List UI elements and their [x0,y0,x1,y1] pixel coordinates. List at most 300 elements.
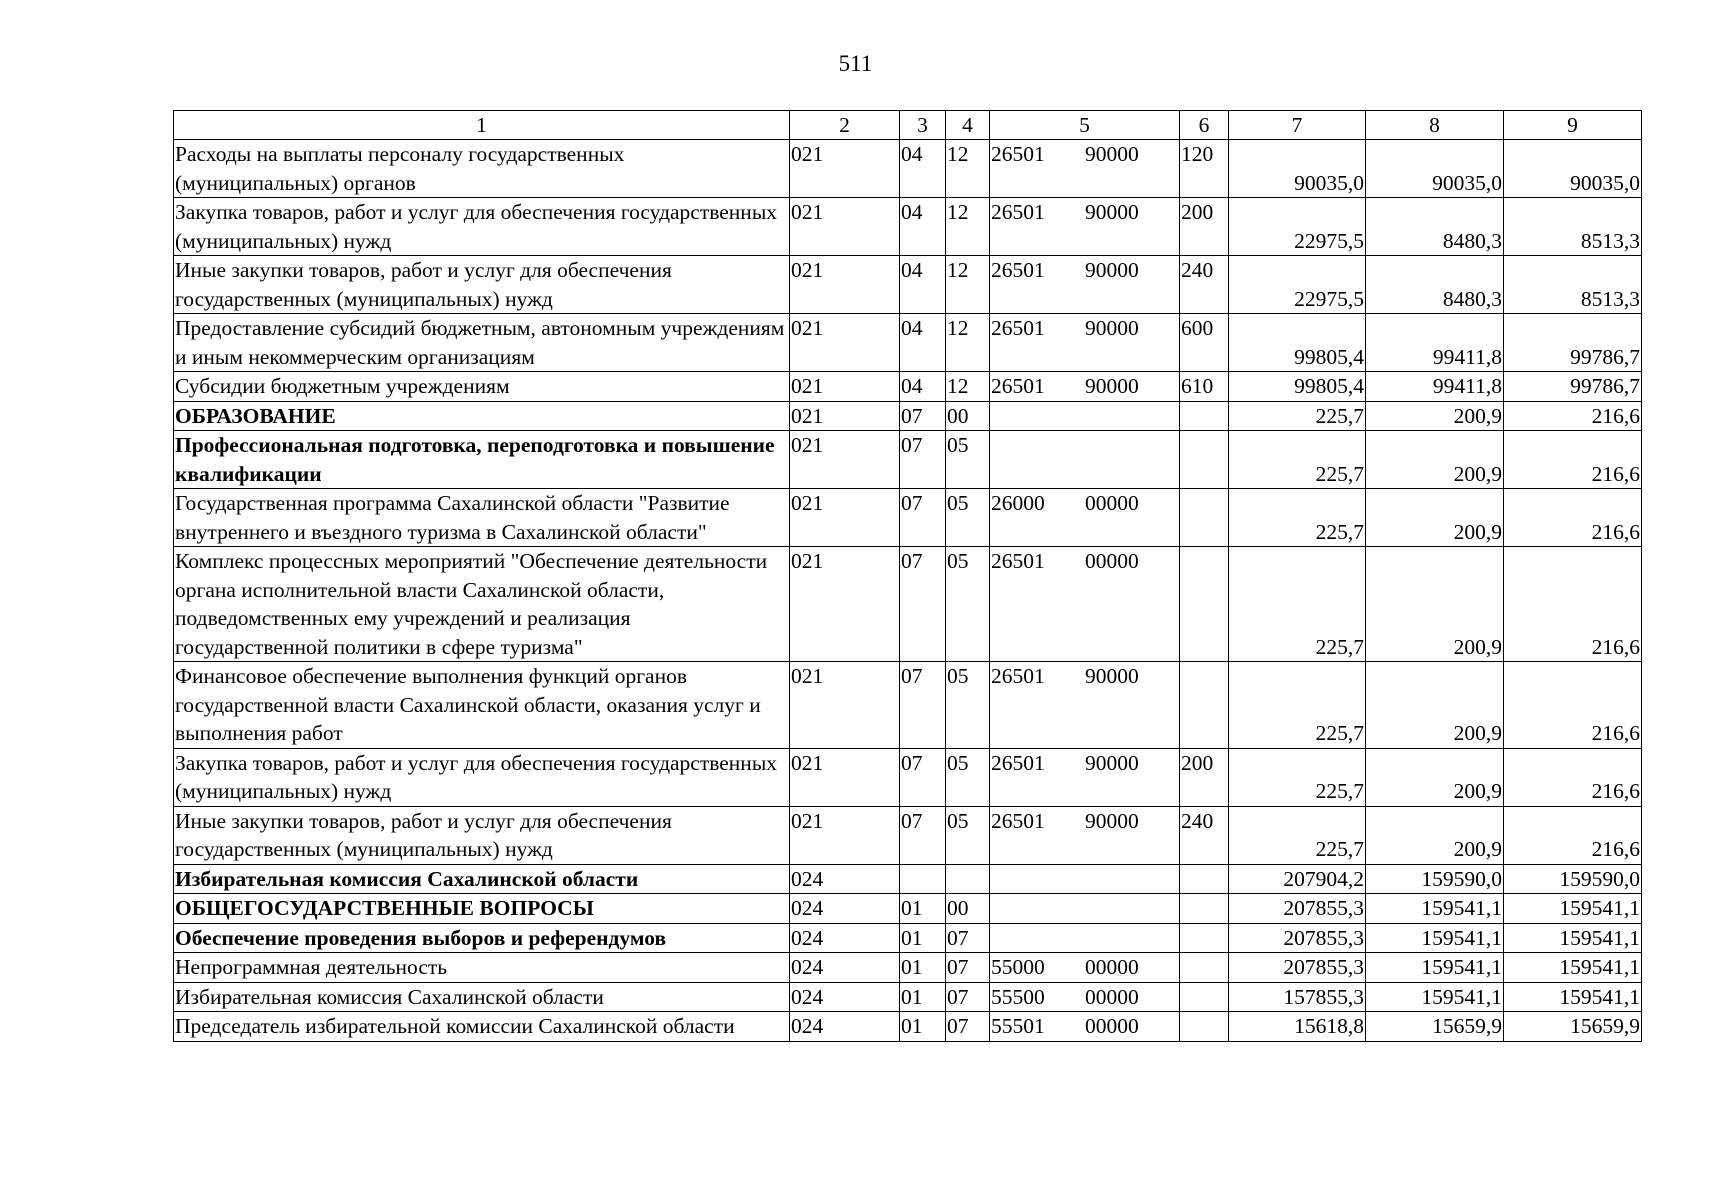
row-col-9-text: 15659,9 [1570,1014,1640,1038]
row-col-5-part-1: 26000 [991,491,1045,515]
row-col-9 [1504,140,1642,198]
row-col-3 [900,401,946,431]
row-col-8 [1366,489,1504,547]
row-name [174,953,790,983]
row-col-7 [1229,140,1366,198]
row-name-text: Непрограммная деятельность [175,955,448,979]
row-col-9 [1504,431,1642,489]
row-col-2 [790,372,900,402]
row-name [174,662,790,749]
row-col-3 [900,894,946,924]
row-col-2-text: 021 [791,664,824,688]
row-col-2 [790,1012,900,1042]
row-col-4 [946,489,990,547]
row-col-7 [1229,431,1366,489]
row-col-9-text: 216,6 [1591,779,1640,803]
row-col-7 [1229,401,1366,431]
row-col-3-text: 01 [901,955,923,979]
row-name [174,198,790,256]
row-col-9 [1504,982,1642,1012]
table-row [174,314,1642,372]
row-col-3-text: 04 [901,316,923,340]
row-col-4-text: 05 [947,549,969,573]
row-col-9-text: 216,6 [1591,721,1640,745]
row-col-2 [790,256,900,314]
row-name [174,256,790,314]
row-col-3-text: 07 [901,491,923,515]
row-col-9-text: 99786,7 [1570,374,1640,398]
row-col-9-text: 8513,3 [1580,286,1640,311]
row-col-9-text: 90035,0 [1570,170,1640,195]
row-name-text: Профессиональная подготовка, переподготовка и повышение квалификации [175,433,775,486]
row-col-5-part-1: 26501 [991,200,1045,224]
row-col-5-part-1: 26501 [991,808,1045,833]
header-row [174,111,1642,140]
row-col-8-text: 200,9 [1453,403,1502,428]
row-col-3-text: 04 [901,258,923,282]
row-col-2-text: 024 [791,955,824,979]
row-col-9 [1504,314,1642,372]
row-col-4 [946,198,990,256]
row-col-9 [1504,372,1642,402]
row-name [174,489,790,547]
row-col-7 [1229,256,1366,314]
row-col-3 [900,314,946,372]
row-col-2-text: 021 [791,433,824,457]
row-col-3 [900,864,946,894]
row-name [174,140,790,198]
row-col-6-text: 200 [1181,750,1214,775]
row-col-2-text: 024 [791,1014,824,1038]
row-col-4 [946,894,990,924]
row-col-5 [990,864,1180,894]
row-name [174,806,790,864]
column-header-2: 2 [790,111,900,140]
row-col-8-text: 8480,3 [1442,286,1502,311]
table-row [174,662,1642,749]
row-name-text: Председатель избирательной комиссии Сахалинской области [175,1014,735,1038]
row-col-4 [946,1012,990,1042]
row-col-7-text: 225,7 [1315,837,1364,861]
row-col-6 [1180,982,1229,1012]
row-col-2-text: 021 [791,316,824,340]
row-col-8 [1366,372,1504,402]
table-row [174,140,1642,198]
row-col-5-part-2: 90000 [1085,750,1139,775]
row-col-6 [1180,372,1229,402]
row-col-9 [1504,489,1642,547]
row-col-5-part-1: 26501 [991,258,1045,282]
table-row [174,806,1642,864]
row-col-2 [790,923,900,953]
table-row [174,894,1642,924]
row-col-9 [1504,894,1642,924]
row-col-4-text: 05 [947,750,969,775]
row-col-2 [790,894,900,924]
row-col-6 [1180,894,1229,924]
row-col-2-text: 024 [791,925,824,950]
row-col-9-text: 216,6 [1591,519,1640,544]
row-col-3 [900,982,946,1012]
table-row [174,748,1642,806]
row-col-3 [900,256,946,314]
row-col-5 [990,489,1180,547]
row-col-2 [790,806,900,864]
row-col-7 [1229,953,1366,983]
row-col-9-text: 216,6 [1591,403,1640,428]
row-col-4 [946,806,990,864]
row-col-4-text: 05 [947,491,969,515]
row-col-2 [790,982,900,1012]
row-col-3-text: 07 [901,664,923,688]
row-col-8-text: 159541,1 [1421,955,1502,979]
row-col-7-text: 22975,5 [1294,228,1364,253]
row-col-9 [1504,864,1642,894]
row-col-8 [1366,953,1504,983]
row-col-8 [1366,982,1504,1012]
table-body [174,140,1642,1042]
row-col-3-text: 07 [901,433,923,457]
row-col-5-part-2: 00000 [1085,549,1139,573]
row-col-7 [1229,314,1366,372]
row-name-text: Закупка товаров, работ и услуг для обеспечения государственных (муниципальных) нужд [175,200,778,253]
row-col-6 [1180,314,1229,372]
row-col-7 [1229,1012,1366,1042]
row-col-3 [900,662,946,749]
row-col-8-text: 159590,0 [1421,866,1502,891]
row-col-4 [946,982,990,1012]
row-name-text: ОБЩЕГОСУДАРСТВЕННЫЕ ВОПРОСЫ [175,896,594,920]
row-col-2-text: 021 [791,491,824,515]
row-name-text: Государственная программа Сахалинской области "Развитие внутреннего и въездного туризма в Сахалинской области" [175,491,730,544]
row-col-3-text: 04 [901,142,923,166]
row-col-3 [900,547,946,662]
row-col-8-text: 8480,3 [1442,228,1502,253]
row-col-4-text: 05 [947,808,969,833]
row-col-3-text: 07 [901,750,923,775]
row-col-7-text: 207855,3 [1283,925,1364,950]
row-col-3-text: 07 [901,403,923,428]
row-name [174,372,790,402]
row-col-3 [900,1012,946,1042]
row-name-text: Комплекс процессных мероприятий "Обеспечение деятельности органа исполнительной власти Сахалинской области, подведомственных ему учреждений и реализация государственной политики в сфере туризма" [175,549,768,659]
row-col-8 [1366,923,1504,953]
row-col-2-text: 021 [791,549,824,573]
row-col-7 [1229,982,1366,1012]
row-name [174,864,790,894]
row-col-3-text: 07 [901,808,923,833]
row-col-5-part-2: 90000 [1085,200,1139,224]
row-col-2 [790,198,900,256]
row-col-7-text: 99805,4 [1294,344,1364,369]
row-col-4-text: 05 [947,433,969,457]
row-col-3 [900,372,946,402]
row-col-3 [900,953,946,983]
row-col-6-text: 610 [1181,374,1214,398]
row-col-6 [1180,953,1229,983]
row-col-6 [1180,923,1229,953]
row-col-2 [790,748,900,806]
row-col-8-text: 99411,8 [1432,374,1502,398]
row-col-8-text: 200,9 [1453,779,1502,803]
row-col-9-text: 159541,1 [1559,955,1640,979]
row-col-5-part-2: 00000 [1085,1014,1139,1038]
row-col-4 [946,662,990,749]
row-name-text: ОБРАЗОВАНИЕ [175,403,336,428]
row-col-4 [946,547,990,662]
row-col-7 [1229,864,1366,894]
row-col-4-text: 12 [947,258,969,282]
row-col-7 [1229,489,1366,547]
row-col-7-text: 90035,0 [1294,170,1364,195]
row-name-text: Обеспечение проведения выборов и референдумов [175,925,667,950]
row-col-2 [790,547,900,662]
row-name-text: Избирательная комиссия Сахалинской области [175,866,639,891]
table-row [174,372,1642,402]
row-col-9-text: 159541,1 [1559,925,1640,950]
row-col-3-text: 04 [901,374,923,398]
row-col-8-text: 159541,1 [1421,925,1502,950]
row-col-8 [1366,1012,1504,1042]
row-name-text: Финансовое обеспечение выполнения функций органов государственной власти Сахалинской области, оказания услуг и выполнения работ [175,664,761,745]
row-col-4 [946,923,990,953]
row-col-7 [1229,806,1366,864]
row-col-2 [790,431,900,489]
column-header-5: 5 [990,111,1180,140]
table-row [174,953,1642,983]
row-col-2 [790,489,900,547]
row-col-8-text: 159541,1 [1421,896,1502,920]
row-col-9 [1504,953,1642,983]
row-col-8 [1366,547,1504,662]
row-col-6 [1180,806,1229,864]
row-col-2-text: 021 [791,403,824,428]
row-col-2 [790,314,900,372]
table-row [174,401,1642,431]
row-name [174,401,790,431]
row-col-9-text: 99786,7 [1570,344,1640,369]
row-col-2-text: 021 [791,750,824,775]
row-col-3-text: 07 [901,549,923,573]
column-header-1: 1 [174,111,790,140]
row-col-6 [1180,547,1229,662]
row-name [174,314,790,372]
row-col-8-text: 200,9 [1453,634,1502,659]
row-col-7 [1229,372,1366,402]
row-col-5-part-1: 55501 [991,1014,1045,1038]
row-col-5 [990,748,1180,806]
row-col-2-text: 021 [791,374,824,398]
row-col-9 [1504,923,1642,953]
row-col-3 [900,431,946,489]
row-col-7-text: 157855,3 [1283,984,1364,1009]
row-col-7-text: 225,7 [1315,721,1364,745]
row-col-8 [1366,894,1504,924]
row-name [174,1012,790,1042]
row-col-6 [1180,431,1229,489]
row-col-7-text: 22975,5 [1294,286,1364,311]
table-row [174,256,1642,314]
table-row [174,982,1642,1012]
row-col-8 [1366,806,1504,864]
row-col-7-text: 207855,3 [1283,955,1364,979]
row-col-6 [1180,401,1229,431]
row-col-8-text: 200,9 [1453,461,1502,486]
row-col-4-text: 07 [947,984,969,1009]
row-col-5-part-2: 90000 [1085,374,1139,398]
row-col-5 [990,662,1180,749]
column-header-6: 6 [1180,111,1229,140]
row-col-5-part-2: 90000 [1085,142,1139,166]
row-col-2 [790,953,900,983]
row-name [174,748,790,806]
row-col-9 [1504,806,1642,864]
row-col-7-text: 225,7 [1315,461,1364,486]
row-col-9 [1504,547,1642,662]
row-name-text: Закупка товаров, работ и услуг для обеспечения государственных (муниципальных) нужд [175,750,778,803]
row-col-6 [1180,489,1229,547]
row-col-7 [1229,748,1366,806]
row-col-7 [1229,662,1366,749]
row-col-9 [1504,401,1642,431]
column-header-7: 7 [1229,111,1366,140]
row-col-8 [1366,140,1504,198]
row-col-2-text: 021 [791,200,824,224]
row-col-4-text: 12 [947,200,969,224]
row-col-6 [1180,662,1229,749]
budget-table [173,110,1642,1042]
row-col-2-text: 021 [791,808,824,833]
row-col-8 [1366,431,1504,489]
row-col-6-text: 240 [1181,258,1214,282]
row-col-5-part-1: 26501 [991,750,1045,775]
row-col-5-part-2: 90000 [1085,808,1139,833]
row-col-9-text: 159541,1 [1559,896,1640,920]
row-col-5 [990,256,1180,314]
row-col-4-text: 12 [947,142,969,166]
row-col-8 [1366,401,1504,431]
row-col-7 [1229,198,1366,256]
table-row [174,547,1642,662]
row-col-8-text: 99411,8 [1432,344,1502,369]
row-col-4 [946,140,990,198]
row-col-5-part-2: 00000 [1085,491,1139,515]
row-col-2 [790,864,900,894]
row-col-5 [990,547,1180,662]
row-col-5-part-2: 90000 [1085,664,1139,688]
row-col-4 [946,864,990,894]
row-col-5 [990,401,1180,431]
row-name [174,982,790,1012]
row-col-8 [1366,748,1504,806]
row-col-8 [1366,662,1504,749]
row-col-6-text: 600 [1181,316,1214,340]
row-col-3-text: 01 [901,1014,923,1038]
row-col-9-text: 216,6 [1591,837,1640,861]
row-col-5 [990,372,1180,402]
row-name-text: Иные закупки товаров, работ и услуг для обеспечения государственных (муниципальных) нужд [175,808,672,861]
row-name [174,923,790,953]
row-col-5-part-1: 55500 [991,984,1045,1009]
column-header-9: 9 [1504,111,1642,140]
row-col-7-text: 15618,8 [1294,1014,1364,1038]
row-col-4 [946,431,990,489]
row-col-9 [1504,748,1642,806]
row-col-8 [1366,314,1504,372]
row-col-5 [990,894,1180,924]
row-col-7 [1229,894,1366,924]
table-row [174,489,1642,547]
row-col-9-text: 216,6 [1591,634,1640,659]
row-col-9-text: 8513,3 [1580,228,1640,253]
row-col-2-text: 024 [791,896,824,920]
row-col-9-text: 216,6 [1591,461,1640,486]
row-name [174,894,790,924]
row-name [174,547,790,662]
row-col-7-text: 225,7 [1315,634,1364,659]
row-col-4-text: 07 [947,925,969,950]
row-col-5 [990,806,1180,864]
row-col-2 [790,662,900,749]
row-col-7 [1229,923,1366,953]
row-col-5-part-1: 26501 [991,374,1045,398]
row-name [174,431,790,489]
column-header-8: 8 [1366,111,1504,140]
row-col-2-text: 021 [791,258,824,282]
row-col-5-part-1: 26501 [991,549,1045,573]
row-col-6 [1180,864,1229,894]
row-col-8-text: 200,9 [1453,721,1502,745]
row-col-9 [1504,662,1642,749]
row-col-7 [1229,547,1366,662]
row-col-9 [1504,1012,1642,1042]
row-col-5-part-1: 26501 [991,142,1045,166]
row-col-5-part-1: 55000 [991,955,1045,979]
row-col-5-part-2: 00000 [1085,955,1139,979]
row-col-9-text: 159590,0 [1559,866,1640,891]
row-col-3 [900,806,946,864]
row-col-9 [1504,256,1642,314]
row-col-8-text: 200,9 [1453,837,1502,861]
row-col-3 [900,748,946,806]
row-col-4-text: 12 [947,316,969,340]
column-header-4: 4 [946,111,990,140]
row-col-5 [990,431,1180,489]
row-col-7-text: 99805,4 [1294,374,1364,398]
row-col-4-text: 00 [947,896,969,920]
row-col-4 [946,372,990,402]
table-row [174,198,1642,256]
column-header-3: 3 [900,111,946,140]
row-col-2 [790,140,900,198]
row-col-4-text: 07 [947,1014,969,1038]
row-col-4-text: 07 [947,955,969,979]
row-col-3 [900,140,946,198]
row-col-6 [1180,140,1229,198]
row-col-4 [946,256,990,314]
row-col-4 [946,748,990,806]
row-col-5 [990,953,1180,983]
row-col-5-part-2: 90000 [1085,258,1139,282]
table-row [174,923,1642,953]
row-col-4-text: 12 [947,374,969,398]
row-col-8-text: 90035,0 [1432,170,1502,195]
row-name-text: Избирательная комиссия Сахалинской области [175,984,604,1009]
row-col-5 [990,1012,1180,1042]
table-row [174,431,1642,489]
row-col-3-text: 01 [901,925,923,950]
row-col-8-text: 15659,9 [1432,1014,1502,1038]
